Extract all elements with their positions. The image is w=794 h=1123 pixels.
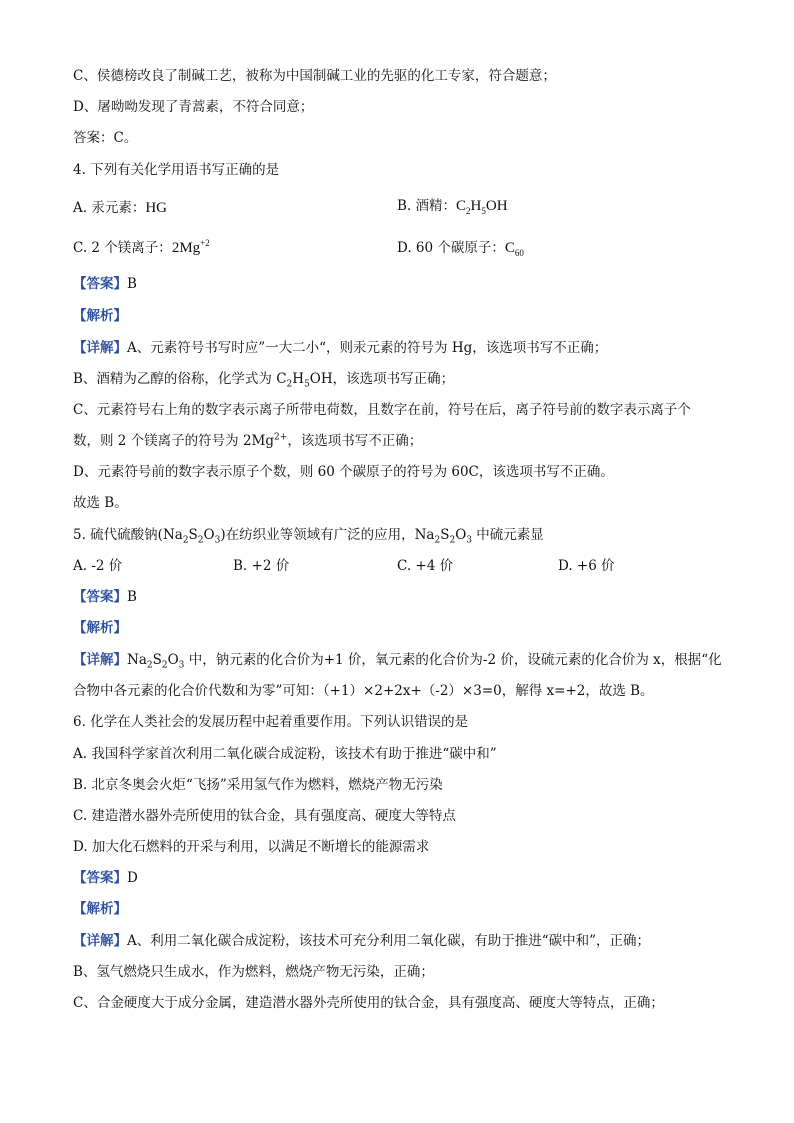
q6-detail-line: B、氢气燃烧只生成水，作为燃料，燃烧产物无污染，正确； xyxy=(73,964,434,980)
q4-option-a: A. 汞元素：HG xyxy=(73,200,168,216)
q4-option-d: D. 60 个碳原子：$C_{60}$ xyxy=(397,240,524,258)
q6-option-b: B. 北京冬奥会火炬“飞扬”采用氢气作为燃料，燃烧产物无污染 xyxy=(73,777,443,793)
q4-conclusion: 故选 B。 xyxy=(73,495,128,511)
q5-option-a: A. -2 价 xyxy=(73,558,123,574)
q5-option-b: B. +2 价 xyxy=(233,558,290,574)
q6-detail-line: 【详解】A、利用二氧化碳合成淀粉，该技术可充分利用二氧化碳，有助于推进“碳中和”，正确； xyxy=(73,933,651,949)
q6-answer: 【答案】D xyxy=(73,870,138,886)
q4-detail-line: 【详解】A、元素符号书写时应”一大二小“，则汞元素的符号为 Hg，该选项书写不正确； xyxy=(73,340,608,356)
q5-detail-line: 合物中各元素的化合价代数和为零”可知：（+1）×2+2x+（-2）×3=0，解得 x=+2，故选 B。 xyxy=(73,683,654,699)
text-line: 答案：C。 xyxy=(73,130,138,146)
q4-detail-line: 数，则 2 个镁离子的符号为 $2Mg^{2+}$，该选项书写不正确； xyxy=(73,432,423,449)
q5-option-c: C. +4 价 xyxy=(397,558,454,574)
q4-option-c: C. 2 个镁离子：$2Mg^{+2}$ xyxy=(73,238,210,256)
q5-analysis-heading: 【解析】 xyxy=(73,620,127,636)
text-line: D、屠呦呦发现了青蒿素，不符合同意； xyxy=(73,99,314,115)
q6-option-d: D. 加大化石燃料的开采与利用，以满足不断增长的能源需求 xyxy=(73,839,430,855)
text-line: C、侯德榜改良了制碱工艺，被称为中国制碱工业的先驱的化工专家，符合题意； xyxy=(73,68,556,84)
q6-analysis-heading: 【解析】 xyxy=(73,901,127,917)
q4-answer: 【答案】B xyxy=(73,276,137,292)
q4-detail-line: C、元素符号右上角的数字表示离子所带电荷数，且数字在前，符号在后，离子符号前的数字表示离子个 xyxy=(73,402,691,418)
q6-detail-line: C、合金硬度大于成分金属，建造潜水器外壳所使用的钛合金，具有强度高、硬度大等特点，正确； xyxy=(73,995,664,1011)
question-4-stem: 4. 下列有关化学用语书写正确的是 xyxy=(73,162,280,178)
question-5-stem: 5. 硫代硫酸钠$(Na_2S_2O_3)$在纺织业等领域有广泛的应用，$Na_2S_2O_3$ 中硫元素显 xyxy=(73,527,544,546)
q4-option-b: B. 酒精：$C_2H_5OH$ xyxy=(397,198,508,216)
q5-answer: 【答案】B xyxy=(73,589,137,605)
q6-option-a: A. 我国科学家首次利用二氧化碳合成淀粉，该技术有助于推进“碳中和” xyxy=(73,746,497,762)
question-6-stem: 6. 化学在人类社会的发展历程中起着重要作用。下列认识错误的是 xyxy=(73,714,469,730)
q4-detail-line: D、元素符号前的数字表示原子个数，则 60 个碳原子的符号为 60C，该选项书写不正确。 xyxy=(73,464,614,480)
q4-analysis-heading: 【解析】 xyxy=(73,308,127,324)
q4-detail-line: B、酒精为乙醇的俗称，化学式为 $C_2H_5OH$，该选项书写正确； xyxy=(73,371,455,390)
q6-option-c: C. 建造潜水器外壳所使用的钛合金，具有强度高、硬度大等特点 xyxy=(73,808,456,824)
q5-detail-line: 【详解】$Na_2S_2O_3$ 中，钠元素的化合价为+1 价，氧元素的化合价为-2 价，设硫元素的化合价为 x，根据“化 xyxy=(73,652,722,671)
q5-option-d: D. +6 价 xyxy=(558,558,615,574)
